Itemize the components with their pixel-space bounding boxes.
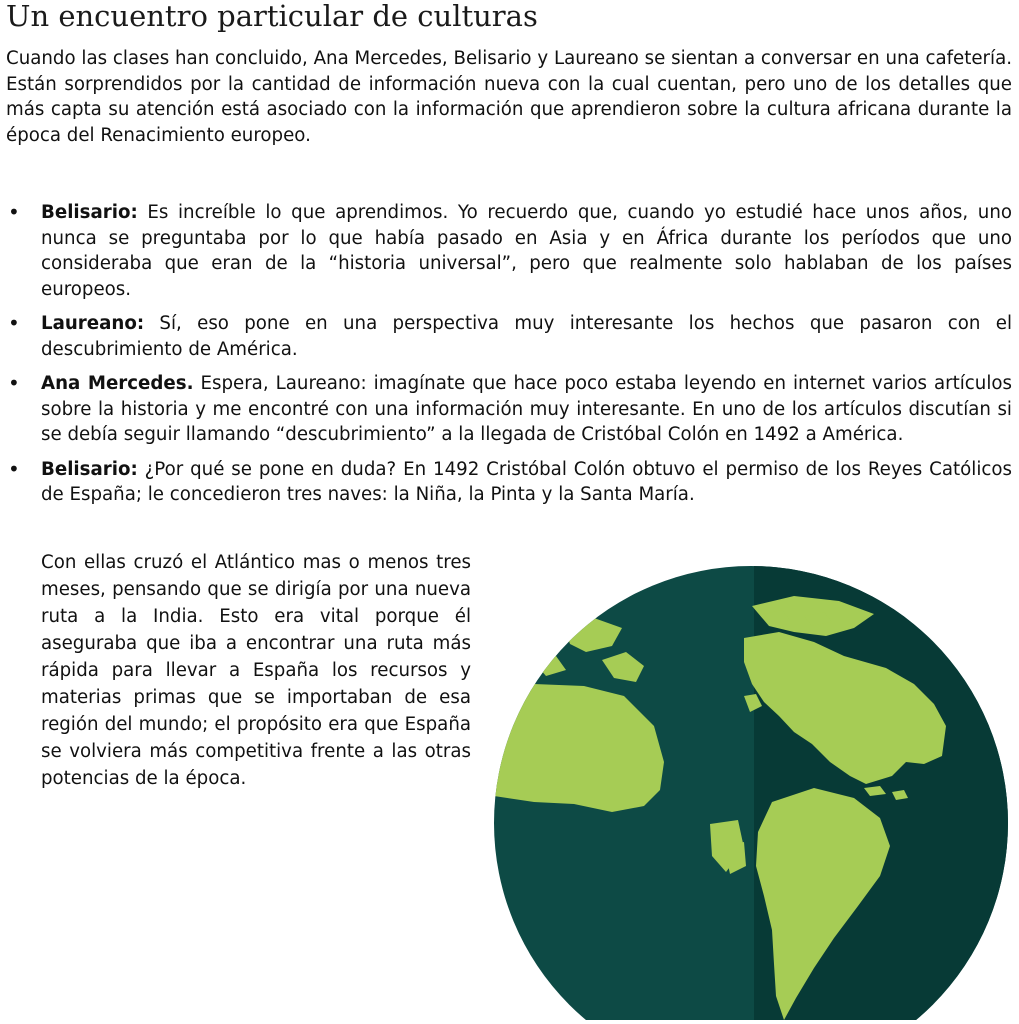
page-title: Un encuentro particular de culturas bbox=[6, 0, 538, 33]
dialog-item bbox=[0, 371, 1012, 448]
dialog-text: Es increíble lo que aprendimos. Yo recuerdo que, cuando yo estudié hace unos años, uno nunca se preguntaba por lo que había pasado en Asia y en África durante los períodos que uno consideraba que eran de la “historia universal”, pero que realmente solo hablaban de los países europeos. bbox=[41, 202, 1012, 300]
dialog-item bbox=[0, 311, 1012, 362]
dialog-text: ¿Por qué se pone en duda? En 1492 Cristóbal Colón obtuvo el permiso de los Reyes Católicos de España; le concedieron tres naves: la Niña, la Pinta y la Santa María. bbox=[41, 458, 1012, 505]
dialog-text: Espera, Laureano: imagínate que hace poco estaba leyendo en internet varios artículos sobre la historia y me encontré con una información muy interesante. En uno de los artículos discutían si se debía seguir llamando “descubrimiento” a la llegada de Cristóbal Colón en 1492 a América. bbox=[41, 373, 1012, 445]
dialog-text: Sí, eso pone en una perspectiva muy interesante los hechos que pasaron con el descubrimiento de América. bbox=[41, 313, 1012, 360]
globe-icon bbox=[494, 566, 1009, 1020]
speaker-name: Laureano: bbox=[41, 313, 145, 334]
speaker-name: Belisario: bbox=[41, 458, 138, 480]
speaker-name: Ana Mercedes. bbox=[41, 373, 194, 394]
dialog-item bbox=[0, 457, 1012, 508]
dialog-list bbox=[0, 200, 1019, 508]
continuation-paragraph: Con ellas cruzó el Atlántico mas o menos tres meses, pensando que se dirigía por una nueva ruta a la India. Esto era vital porque él aseguraba que iba a encontrar una ruta más rápida para llevar a España los recursos y materias primas que se importaban de esa región del mundo; el propósito era que España se volviera más competitiva frente a las otras potencias de la época. bbox=[41, 552, 471, 789]
dialog-item bbox=[0, 200, 1012, 302]
speaker-name: Belisario: bbox=[41, 202, 138, 223]
intro-paragraph: Cuando las clases han concluido, Ana Mercedes, Belisario y Laureano se sientan a conversar en una cafetería. Están sorprendidos por la cantidad de información nueva con la cual cuentan, pero uno de los detalles que más capta su atención está asociado con la información que aprendieron sobre la cultura africana durante la época del Renacimiento europeo. bbox=[6, 48, 1012, 146]
